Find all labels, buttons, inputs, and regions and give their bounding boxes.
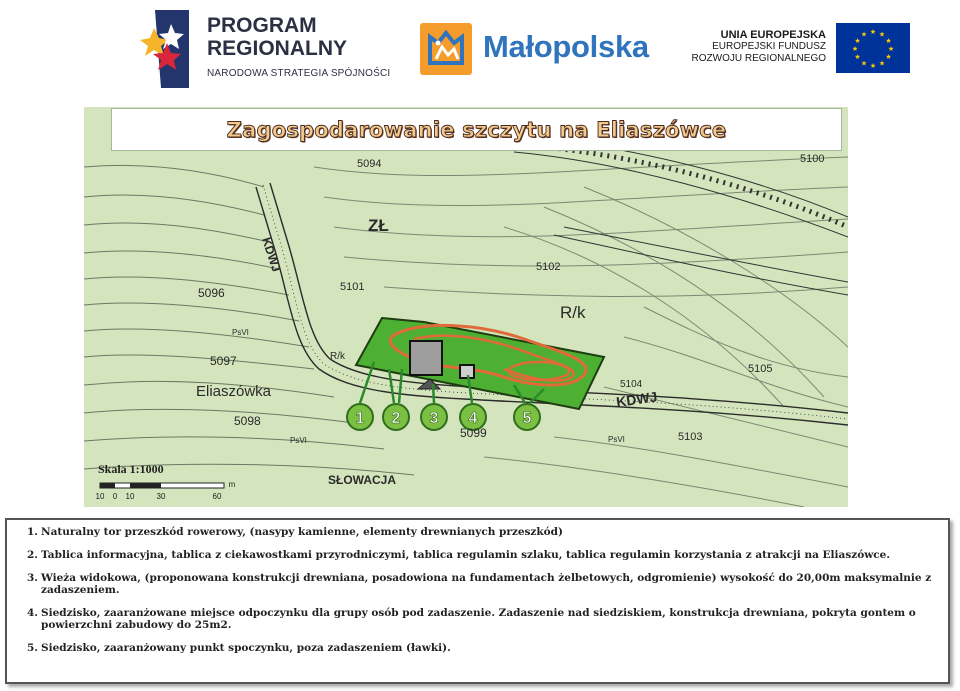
svg-text:★: ★ [885,37,892,45]
legend-item: 1. Naturalny tor przeszkód rowerowy, (nasypy kamienne, elementy drewnianych przeszkód) [27,526,563,538]
program-regionalny-title [207,14,347,60]
label-5105: 5105 [748,363,773,375]
label-5101: 5101 [340,281,365,293]
label-psvi-b: PsVI [290,436,307,445]
program-regionalny-mark-icon [137,10,189,88]
svg-text:★: ★ [860,59,868,68]
scale-tick-10b: 10 [125,492,135,501]
label-5104: 5104 [620,379,643,390]
svg-text:★: ★ [885,53,892,61]
legend-item: 4. Siedzisko, zaaranżowane miejsce odpoczynku dla grupy osób pod zadaszenie. Zadaszenie nad siedziskiem, konstrukcja drewniana, pokryta gontem o powierzchni zabudowy do 25m2. [27,607,916,631]
label-5100: 5100 [800,153,825,165]
label-rk-small: R/k [330,351,345,362]
program-subtitle: NARODOWA STRATEGIA SPÓJNOŚCI [207,68,391,79]
label-5103: 5103 [678,431,703,443]
scale-tick-10a: 10 [95,492,105,501]
malopolska-badge-icon [420,23,472,75]
label-5094: 5094 [357,158,382,170]
label-slowacja: SŁOWACJA [328,473,397,487]
svg-text:3: 3 [429,410,439,427]
title-banner [111,108,842,151]
scale-title: Skala 1:1000 [98,462,164,476]
program-line1: PROGRAM [207,14,317,37]
marker-2 [383,404,409,430]
scale-tick-0: 0 [112,492,118,501]
label-eliaszowka: Eliaszówka [196,383,272,400]
tower-block [410,341,442,375]
eu-line3: ROZWOJU REGIONALNEGO [691,53,826,64]
legend-item: 3. Wieża widokowa, (proponowana konstrukcji drewniana, posadowiona na fundamentach żelbetowych, odgromienie) wysokość do 20,00m maksymalnie z zadaszeniem. [27,572,932,596]
scale-tick-30: 30 [156,492,166,501]
program-regionalny-logo [137,10,397,88]
site-plan-map [84,107,848,507]
svg-text:5: 5 [522,410,532,427]
eu-title: UNIA EUROPEJSKA [720,29,826,41]
page-title: Zagospodarowanie szczytu na Eliaszówce [226,117,727,142]
malopolska-name: Małopolska [483,29,649,64]
legend-item: 5. Siedzisko, zaaranżowany punkt spoczynku, poza zadaszeniem (ławki). [27,642,451,654]
eu-logo [691,23,910,75]
svg-text:2: 2 [391,410,401,427]
label-kdw-bottom: KDWJ [615,388,659,410]
label-5098: 5098 [234,414,261,428]
marker-3 [421,404,447,430]
logo-header [0,0,960,100]
svg-text:★: ★ [854,53,861,61]
label-zl: ZŁ [368,216,389,235]
eu-line2: EUROPEJSKI FUNDUSZ [712,41,826,52]
label-5102: 5102 [536,261,561,273]
label-psvi-a: PsVI [232,328,249,337]
legend-item: 2. Tablica informacyjna, tablica z ciekawostkami przyrodniczymi, tablica regulamin szlaku, tablica regulamin korzystania z atrakcji na Eliaszówce. [27,549,890,561]
marker-5 [514,404,540,430]
eu-flag-icon [836,23,910,73]
legend-panel [5,518,950,684]
marker-1 [347,404,373,430]
svg-text:★: ★ [869,28,877,36]
svg-text:4: 4 [468,410,478,427]
svg-text:★: ★ [854,37,861,45]
label-5097: 5097 [210,354,237,368]
label-5099: 5099 [460,426,487,440]
svg-text:★: ★ [878,59,886,68]
eu-text [692,29,826,65]
label-psvi-c: PsVI [608,435,625,444]
legend-list [27,526,934,665]
map-canvas [84,107,848,507]
scale-tick-60: 60 [212,492,222,501]
malopolska-logo [420,23,680,75]
label-5096: 5096 [198,286,225,300]
svg-text:1: 1 [355,410,365,427]
svg-text:★: ★ [887,45,895,53]
label-rk-main: R/k [560,303,586,322]
svg-text:★: ★ [869,62,877,70]
svg-text:★: ★ [878,30,886,39]
label-kdw-top: KDWJ [259,235,284,274]
scale-unit: m [228,480,236,489]
program-line2: REGIONALNY [207,37,348,60]
svg-text:★: ★ [860,30,868,39]
svg-text:★: ★ [851,45,859,53]
